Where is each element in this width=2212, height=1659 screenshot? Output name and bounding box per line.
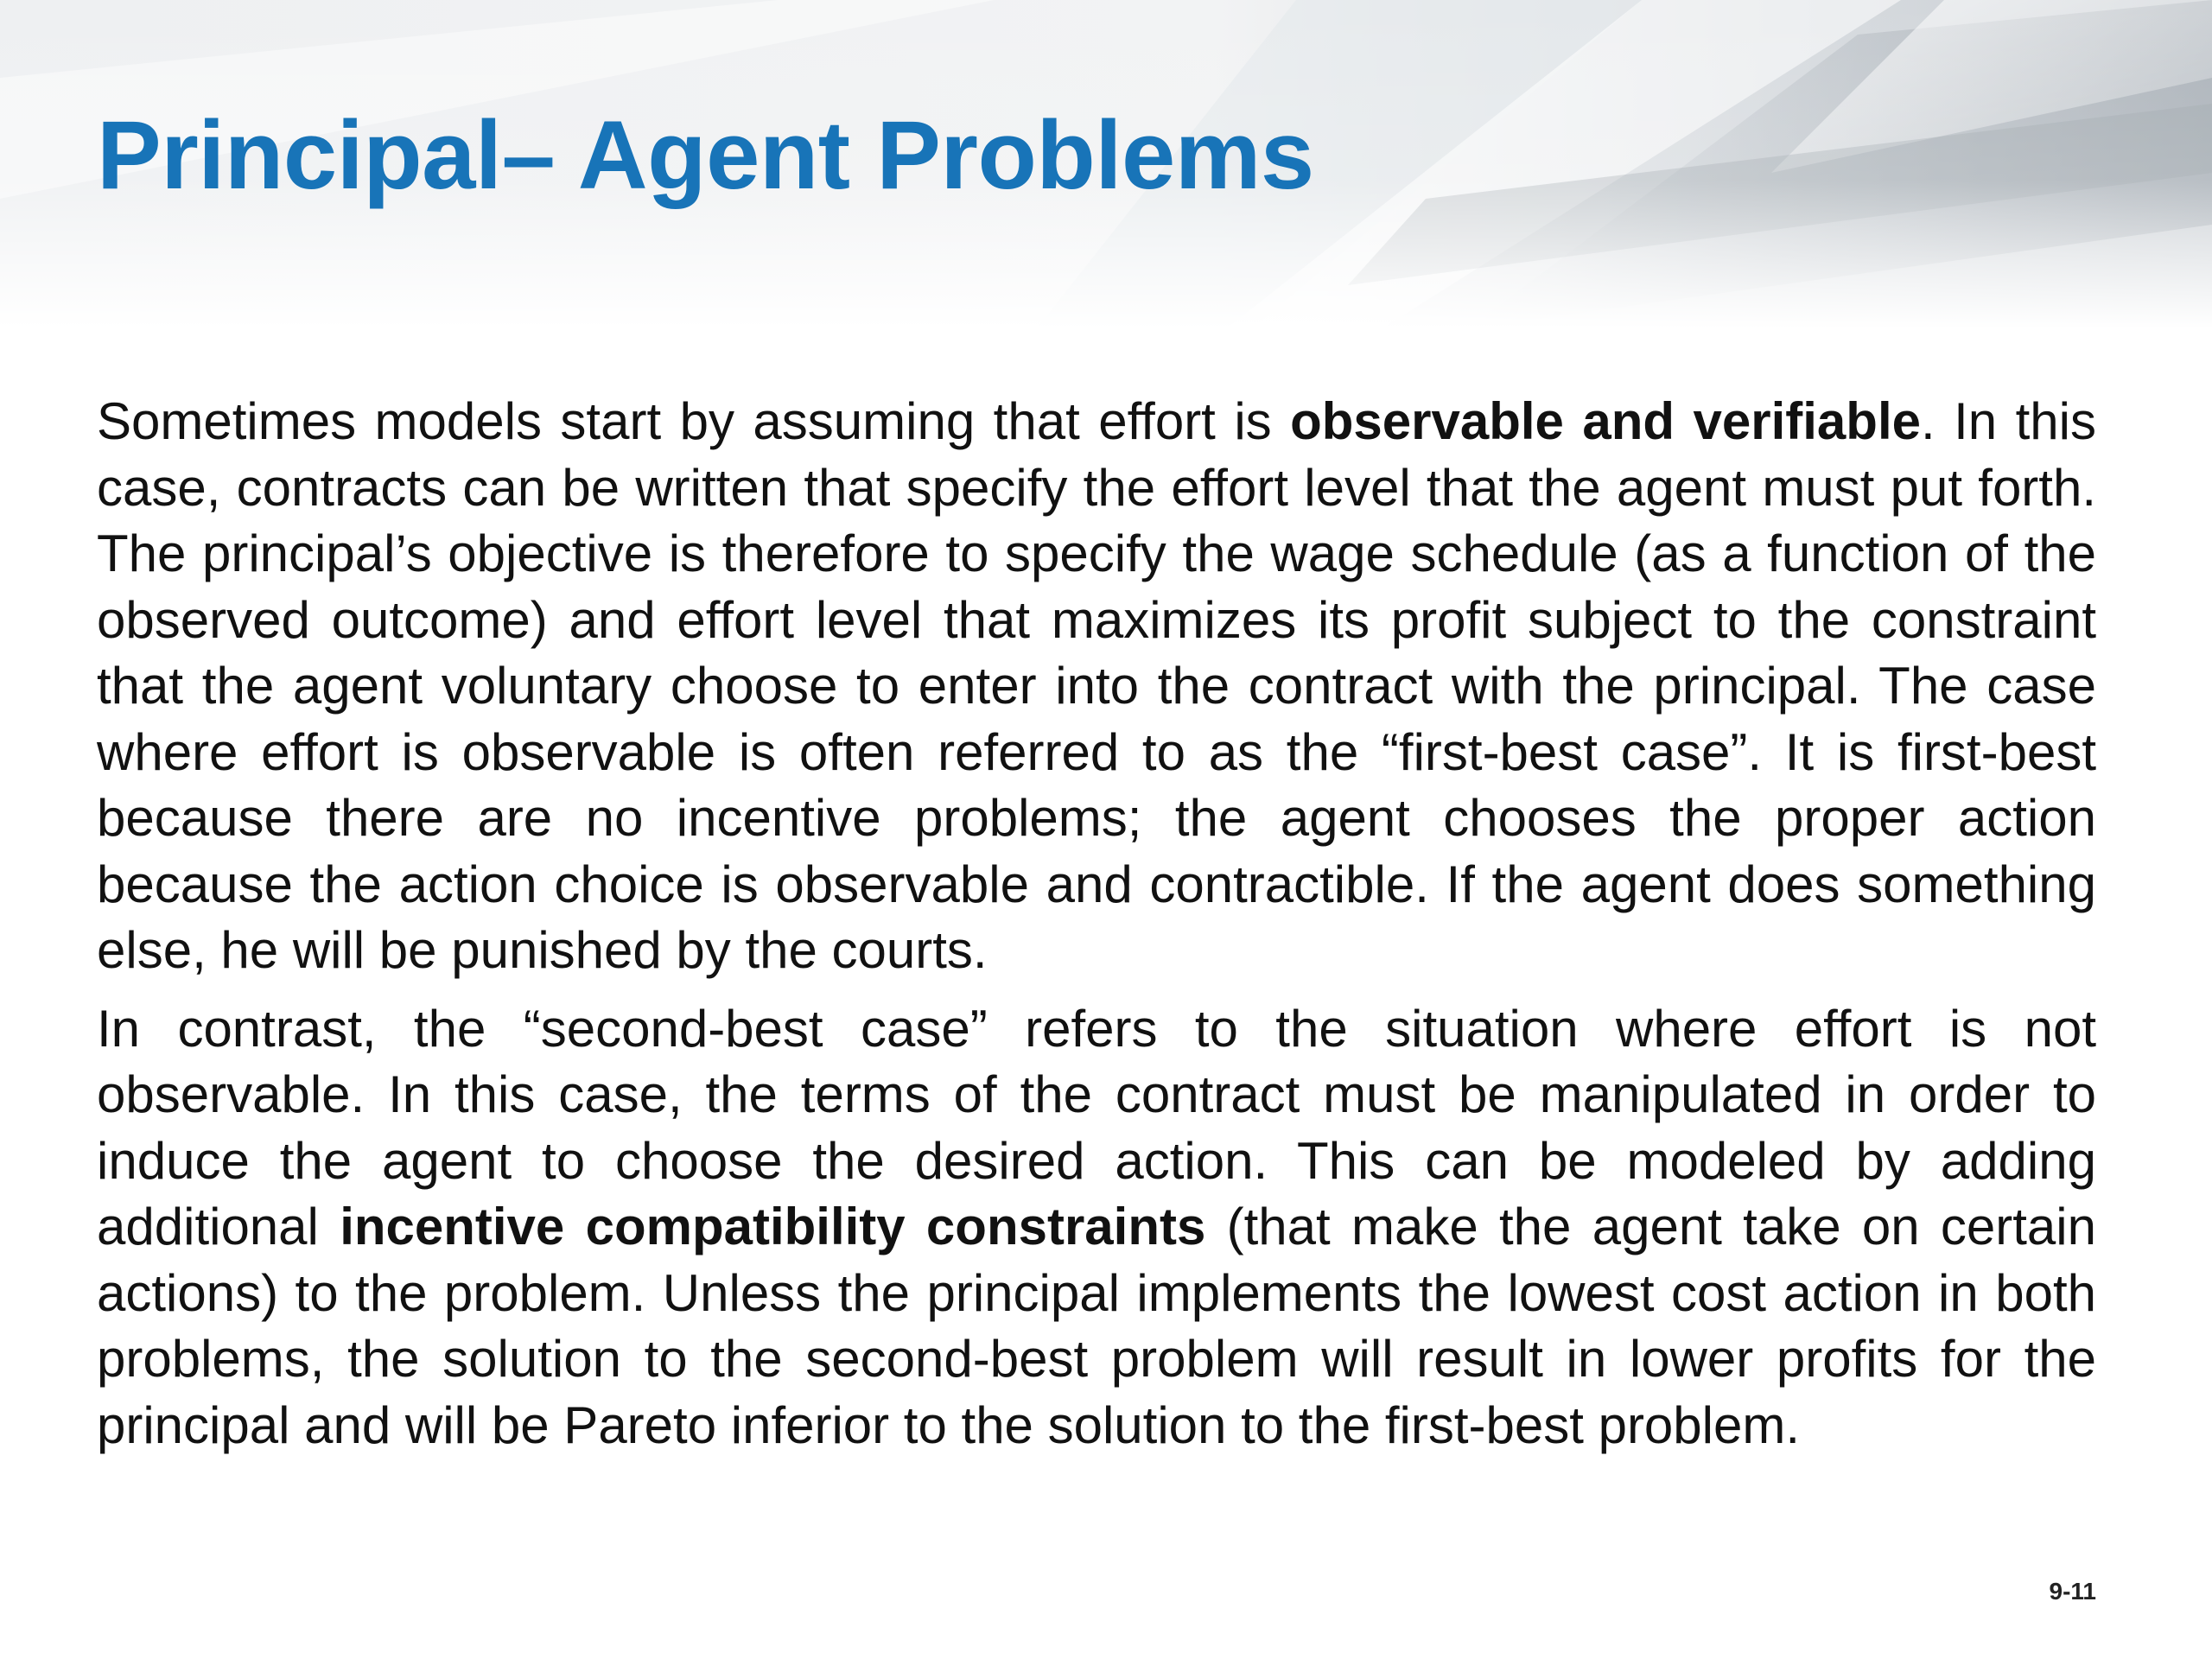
- paragraph-text: (that make the agent take on certain actions) to the problem. Unless the principal implements the lowest cost action in both problems, the solution to the second-best problem will result in lower profits for the principal and will be Pareto inferior to the solution to the first-best problem.: [97, 1198, 2096, 1454]
- slide-body: [97, 389, 2096, 1459]
- paragraph-second-best: [97, 996, 2096, 1459]
- paragraph-text: Sometimes models start by assuming that effort is: [97, 392, 1291, 450]
- paragraph-text: . In this case, contracts can be written that specify the effort level that the agent must put forth. The principal’s objective is therefore to specify the wage schedule (as a function of the observed outcome) and effort level that maximizes its profit subject to the constraint that the agent voluntary choose to enter into the contract with the principal. The case where effort is observable is often referred to as the “first-best case”. It is first-best because there are no incentive problems; the agent chooses the proper action because the action choice is observable and contractible. If the agent does something else, he will be punished by the courts.: [97, 392, 2097, 979]
- paragraph-text: In contrast, the “second-best case” refers to the situation where effort is not observable. In this case, the terms of the contract must be manipulated in order to induce the agent to choose the desired action. This can be modeled by adding additional: [97, 999, 2096, 1255]
- paragraph-first-best: [97, 389, 2096, 984]
- emphasis-incentive-compatibility: incentive compatibility constraints: [340, 1198, 1206, 1255]
- page-number: 9-11: [2049, 1578, 2096, 1605]
- emphasis-observable-verifiable: observable and verifiable: [1290, 392, 1921, 450]
- slide-title: Principal– Agent Problems: [97, 101, 1314, 209]
